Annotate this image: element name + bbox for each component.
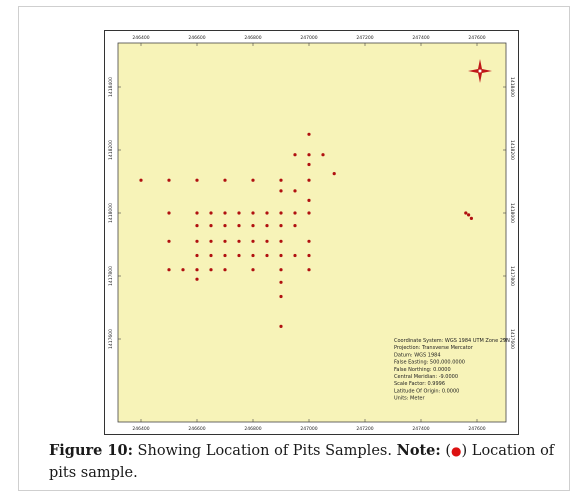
x-tick-label-top: 246800	[244, 36, 262, 41]
coordinate-info-line: Central Meridian: -9.0000	[394, 374, 458, 380]
pit-sample-point	[195, 211, 198, 214]
pit-sample-point	[209, 254, 212, 257]
y-tick-label-left: 1418200	[109, 139, 114, 161]
x-tick-label-bottom: 246800	[244, 427, 262, 432]
x-tick-label-bottom: 247400	[412, 427, 430, 432]
pit-sample-point	[195, 278, 198, 281]
note-text: Location of pits sample.	[49, 443, 555, 481]
pit-sample-point	[167, 179, 170, 182]
pit-sample-point	[293, 189, 296, 192]
x-tick-label-top: 247600	[468, 36, 486, 41]
pit-sample-point	[279, 295, 282, 298]
pit-sample-point	[209, 240, 212, 243]
pit-sample-point	[195, 254, 198, 257]
x-tick-label-top: 247400	[412, 36, 430, 41]
pit-sample-point	[307, 179, 310, 182]
paren-open: (	[440, 443, 452, 459]
pit-sample-point	[265, 211, 268, 214]
pit-sample-point	[223, 240, 226, 243]
pit-sample-point	[223, 179, 226, 182]
pit-sample-point	[307, 240, 310, 243]
pit-sample-point	[223, 268, 226, 271]
pit-sample-point	[223, 254, 226, 257]
pit-sample-point	[195, 240, 198, 243]
pit-sample-point	[333, 172, 336, 175]
pit-sample-point	[209, 268, 212, 271]
coordinate-info-line: False Easting: 500,000.0000	[394, 359, 465, 366]
coordinate-info-line: Scale Factor: 0.9996	[394, 381, 446, 388]
pit-sample-point	[195, 268, 198, 271]
pit-sample-point	[209, 224, 212, 227]
pit-sample-point	[265, 224, 268, 227]
pit-sample-point	[293, 153, 296, 156]
pit-sample-point	[307, 153, 310, 156]
pit-sample-point	[279, 268, 282, 271]
pit-sample-point	[307, 211, 310, 214]
pit-sample-point	[237, 224, 240, 227]
pit-sample-point	[293, 224, 296, 227]
pit-sample-point	[251, 179, 254, 182]
coordinate-info-line: Projection: Transverse Mercator	[394, 345, 473, 352]
pit-sample-point	[279, 224, 282, 227]
pit-sample-point	[167, 268, 170, 271]
pit-sample-point	[464, 211, 467, 214]
figure-label: Figure 10:	[49, 442, 133, 459]
figure-caption	[49, 440, 577, 484]
x-tick-label-bottom: 247600	[468, 427, 486, 432]
coordinate-info-line: Datum: WGS 1984	[394, 352, 441, 359]
pit-sample-point	[209, 211, 212, 214]
y-tick-label-right: 1418000	[509, 202, 514, 224]
x-tick-label-bottom: 247200	[356, 427, 374, 432]
pit-sample-point	[167, 240, 170, 243]
pit-sample-point	[307, 199, 310, 202]
coordinate-info-line: Units: Meter	[394, 395, 425, 402]
y-tick-label-right: 1417600	[509, 328, 514, 350]
x-tick-label-bottom: 246600	[188, 427, 206, 432]
pit-sample-point	[265, 240, 268, 243]
y-tick-label-right: 1417800	[509, 265, 514, 287]
pit-sample-point	[321, 153, 324, 156]
y-tick-label-left: 1418400	[109, 76, 114, 98]
pit-sample-point	[279, 211, 282, 214]
pit-sample-point	[251, 268, 254, 271]
pit-sample-point	[181, 268, 184, 271]
coordinate-info-line: Latitude Of Origin: 0.0000	[394, 388, 460, 395]
pit-sample-point	[307, 254, 310, 257]
coordinate-info-line: Coordinate System: WGS 1984 UTM Zone 29N	[394, 338, 510, 344]
pit-sample-point	[223, 211, 226, 214]
pit-sample-point	[251, 211, 254, 214]
x-tick-label-top: 247200	[356, 36, 374, 41]
pit-sample-point	[223, 224, 226, 227]
pit-sample-point	[279, 179, 282, 182]
y-tick-label-right: 1418200	[509, 139, 514, 161]
pit-sample-point	[167, 211, 170, 214]
pit-sample-point	[195, 179, 198, 182]
pit-sample-point	[237, 240, 240, 243]
pit-sample-point	[139, 179, 142, 182]
pit-sample-point	[467, 213, 470, 216]
x-tick-label-bottom: 246400	[132, 427, 150, 432]
pit-sample-point	[279, 240, 282, 243]
figure-box	[18, 6, 570, 491]
note-label: Note:	[396, 442, 441, 459]
pit-sample-point	[279, 254, 282, 257]
x-tick-label-bottom: 247000	[300, 427, 318, 432]
pit-sample-point	[279, 189, 282, 192]
caption-text: Showing Location of Pits Samples.	[132, 443, 397, 459]
pit-legend-dot-icon: ●	[451, 444, 462, 458]
coordinate-info-line: False Northing: 0.0000	[394, 366, 451, 373]
y-tick-label-left: 1417600	[109, 328, 114, 350]
y-tick-label-right: 1418400	[509, 76, 514, 98]
pit-sample-point	[279, 325, 282, 328]
map-frame	[104, 30, 519, 435]
x-tick-label-top: 247000	[300, 36, 318, 41]
sample-location-map	[105, 31, 518, 434]
pit-sample-point	[265, 254, 268, 257]
y-tick-label-left: 1417800	[109, 265, 114, 287]
x-tick-label-top: 246600	[188, 36, 206, 41]
pit-sample-point	[293, 211, 296, 214]
pit-sample-point	[195, 224, 198, 227]
pit-sample-point	[251, 240, 254, 243]
pit-sample-point	[251, 224, 254, 227]
pit-sample-point	[307, 163, 310, 166]
pit-sample-point	[307, 268, 310, 271]
x-tick-label-top: 246400	[132, 36, 150, 41]
pit-sample-point	[293, 254, 296, 257]
paren-close: )	[461, 443, 468, 459]
y-tick-label-left: 1418000	[109, 202, 114, 224]
pit-sample-point	[237, 254, 240, 257]
pit-sample-point	[251, 254, 254, 257]
pit-sample-point	[470, 217, 473, 220]
pit-sample-point	[237, 211, 240, 214]
pit-sample-point	[307, 133, 310, 136]
pit-sample-point	[279, 281, 282, 284]
